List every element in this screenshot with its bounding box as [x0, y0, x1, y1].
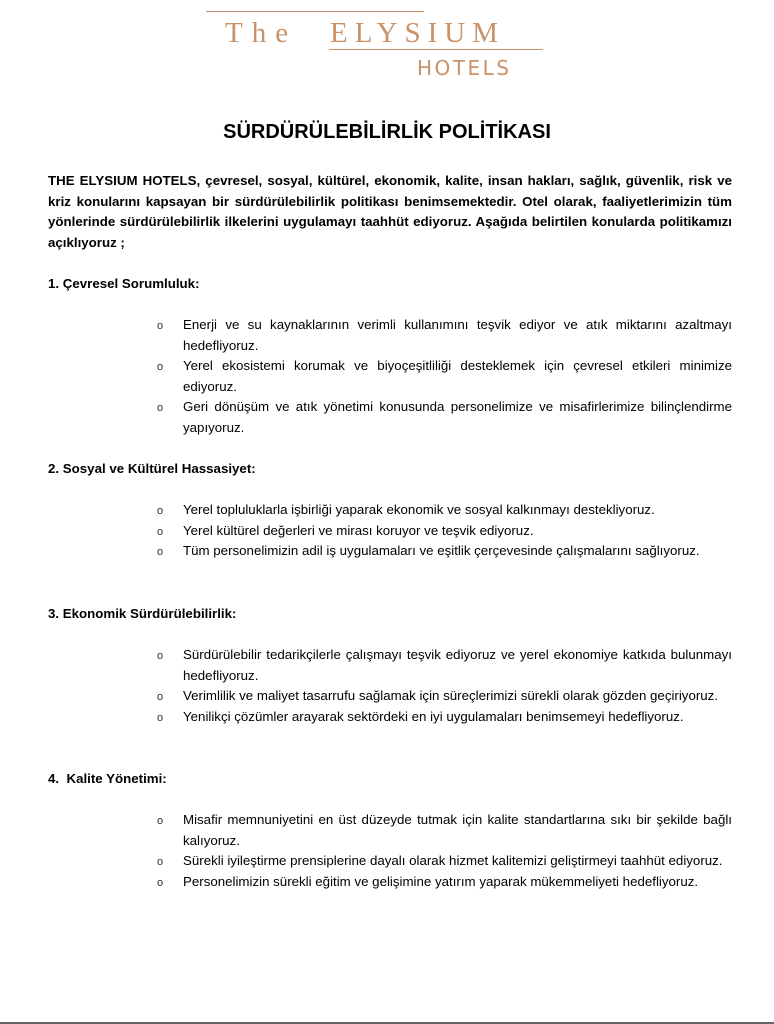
hollow-circle-bullet-icon: o — [157, 525, 164, 538]
hollow-circle-bullet-icon: o — [157, 815, 164, 827]
list-item — [150, 521, 732, 542]
hollow-circle-bullet-icon: o — [157, 876, 164, 889]
list-item-text: Enerji ve su kaynaklarının verimli kullanımını teşvik ediyor ve atık miktarını azaltmayı hedefliyoruz. — [183, 317, 732, 353]
bullet-list-economic — [150, 645, 732, 727]
hollow-circle-bullet-icon: o — [157, 856, 164, 869]
intro-paragraph: THE ELYSIUM HOTELS, çevresel, sosyal, kültürel, ekonomik, kalite, insan hakları, sağlık, güvenlik, risk ve kriz konularını kapsayan bir sürdürülebilirlik politikası benimsemektedir. Otel olarak, faaliyetlerimizin tüm yönlerinde sürdürülebilirlik ilkelerini uygulamayı taahhüt ediyoruz. Aşağıda belirtilen konularda politikamızı açıklıyoruz ; — [48, 173, 732, 250]
list-item — [150, 315, 732, 356]
list-item — [150, 541, 732, 562]
list-item-text: Tüm personelimizin adil iş uygulamaları ve eşitlik çerçevesinde çalışmalarını sağlıyoruz. — [183, 543, 700, 559]
section-heading-environmental: 1. Çevresel Sorumluluk: — [48, 276, 200, 291]
logo-middle-rule — [329, 49, 543, 50]
list-item-text: Yerel topluluklarla işbirliği yaparak ekonomik ve sosyal kalkınmayı destekliyoruz. — [183, 502, 655, 517]
section-heading-economic: 3. Ekonomik Sürdürülebilirlik: — [48, 606, 237, 621]
list-item-text: Geri dönüşüm ve atık yönetimi konusunda personelimize ve misafirlerimize bilinçlendirme yapıyoruz. — [183, 399, 732, 435]
list-item-text: Sürdürülebilir tedarikçilerle çalışmayı teşvik ediyoruz ve yerel ekonomiye katkıda bulunmayı hedefliyoruz. — [183, 647, 732, 683]
hollow-circle-bullet-icon: o — [157, 691, 164, 704]
list-item — [150, 397, 732, 438]
list-item — [150, 500, 732, 521]
list-item — [150, 810, 732, 851]
logo-hotels-text: HOTELS — [417, 56, 512, 80]
list-item-text: Verimlilik ve maliyet tasarrufu sağlamak için süreçlerimizi sürekli olarak gözden geçiriyoruz. — [183, 688, 719, 704]
list-item-text: Yerel kültürel değerleri ve mirası koruyor ve teşvik ediyoruz. — [183, 522, 534, 538]
hollow-circle-bullet-icon: o — [157, 361, 164, 374]
list-item-text: Misafir memnuniyetini en üst düzeyde tutmak için kalite standartlarına sıkı bir şekilde bağlı kalıyoruz. — [183, 812, 732, 848]
hollow-circle-bullet-icon: o — [157, 711, 164, 724]
logo-elysium-text: ELYSIUM — [330, 17, 505, 49]
list-item-text: Yenilikçi çözümler arayarak sektördeki en iyi uygulamaları benimsemeyi hedefliyoruz. — [183, 708, 684, 724]
page-title: SÜRDÜRÜLEBİLİRLİK POLİTİKASI — [223, 121, 551, 143]
logo-top-rule — [206, 11, 424, 12]
hollow-circle-bullet-icon: o — [157, 320, 164, 332]
list-item — [150, 356, 732, 397]
bullet-list-environmental — [150, 315, 732, 439]
section-heading-quality: 4. Kalite Yönetimi: — [48, 771, 167, 786]
bullet-list-quality — [150, 810, 732, 892]
list-item-text: Personelimizin sürekli eğitim ve gelişimine yatırım yaparak mükemmeliyeti hedefliyoruz. — [183, 873, 699, 889]
list-item-text: Sürekli iyileştirme prensiplerine dayalı olarak hizmet kalitemizi geliştirmeyi taahhüt ediyoruz. — [183, 853, 723, 869]
hollow-circle-bullet-icon: o — [157, 505, 164, 517]
list-item — [150, 645, 732, 686]
logo-the-text: The — [225, 17, 298, 49]
list-item-text: Yerel ekosistemi korumak ve biyoçeşitliliği desteklemek için çevresel etkileri minimize ediyoruz. — [183, 358, 732, 394]
hollow-circle-bullet-icon: o — [157, 546, 164, 559]
list-item — [150, 686, 732, 707]
list-item — [150, 851, 732, 872]
section-heading-social-cultural: 2. Sosyal ve Kültürel Hassasiyet: — [48, 461, 256, 476]
list-item — [150, 707, 732, 728]
bullet-list-social-cultural — [150, 500, 732, 562]
hollow-circle-bullet-icon: o — [157, 402, 164, 415]
list-item — [150, 872, 732, 893]
hollow-circle-bullet-icon: o — [157, 650, 164, 662]
elysium-hotels-logo — [205, 8, 545, 83]
